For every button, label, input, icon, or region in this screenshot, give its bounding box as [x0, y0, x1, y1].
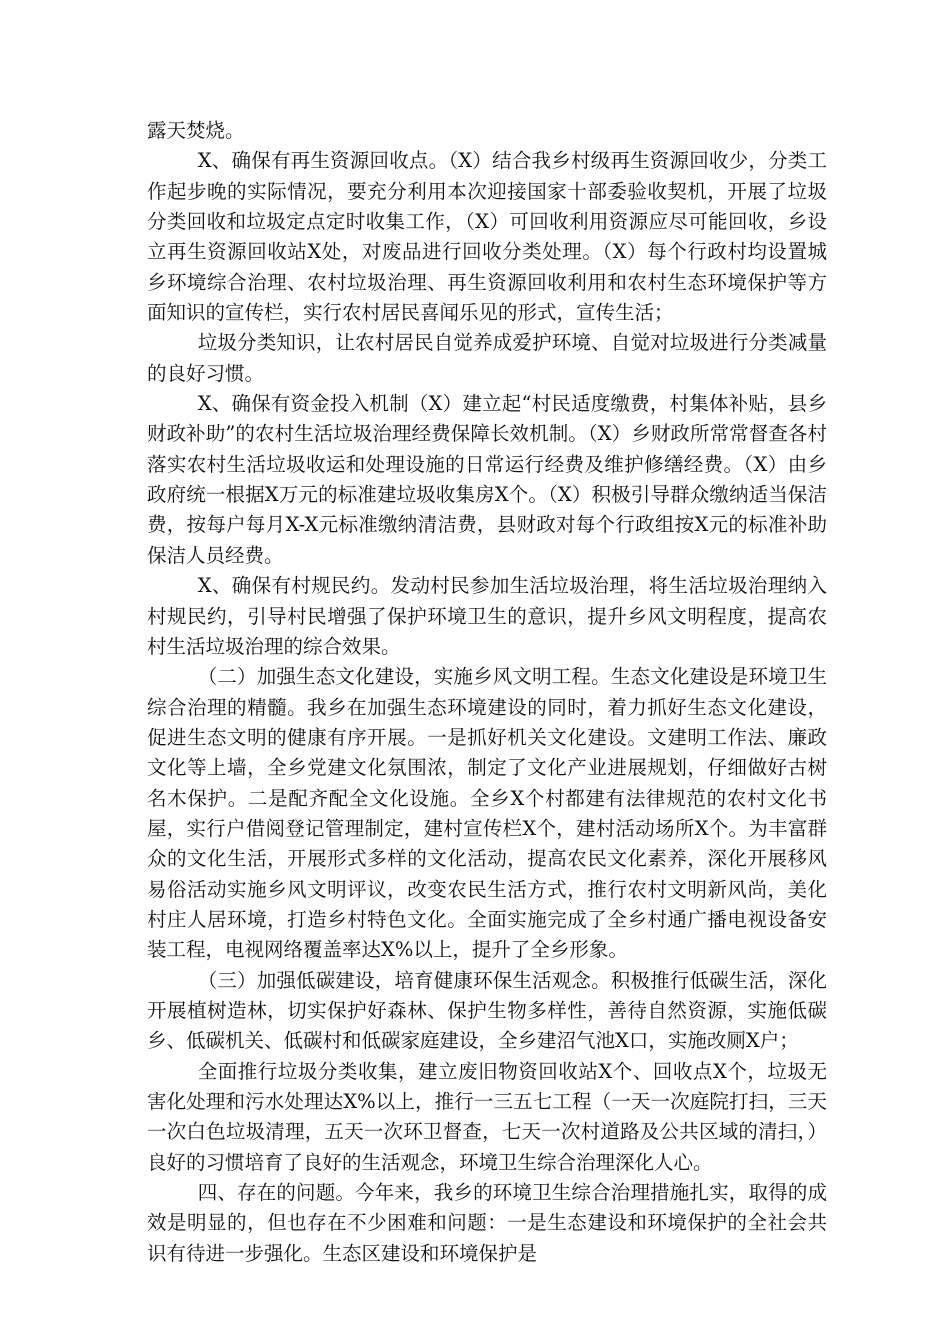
- paragraph-4: X、确保有资金投入机制（X）建立起“村民适度缴费，村集体补贴，县乡财政补助”的农村生活垃圾治理经费保障长效机制。（X）乡财政所常常督查各村落实农村生活垃圾收运和处理设施的日常运行经费及维护修缮经费。（X）由乡政府统一根据X万元的标准建垃圾收集房X个。（X）积极引导群众缴纳适当保洁费，按每户每月X-X元标准缴纳清洁费，县财政对每个行政组按X元的标准补助保洁人员经费。: [147, 392, 827, 567]
- paragraph-9: 四、存在的问题。今年来，我乡的环境卫生综合治理措施扎实，取得的成效是明显的，但也存在不少困难和问题：一是生态建设和环境保护的全社会共识有待进一步强化。生态区建设和环境保护是: [147, 1181, 827, 1265]
- paragraph-8: 全面推行垃圾分类收集，建立废旧物资回收站X个、回收点X个，垃圾无害化处理和污水处理达X%以上，推行一三五七工程（一天一次庭院打扫，三天一次白色垃圾清理，五天一次环卫督查，七天一次村道路及公共区域的清扫，）良好的习惯培育了良好的生活观念，环境卫生综合治理深化人心。: [147, 1059, 827, 1174]
- paragraph-2: X、确保有再生资源回收点。（X）结合我乡村级再生资源回收少，分类工作起步晚的实际情况，要充分利用本次迎接国家十部委验收契机，开展了垃圾分类回收和垃圾定点定时收集工作，（X）可回收利用资源应尽可能回收，乡设立再生资源回收站X处，对废品进行回收分类处理。（X）每个行政村均设置城乡环境综合治理、农村垃圾治理、再生资源回收利用和农村生态环境保护等方面知识的宣传栏，实行农村居民喜闻乐见的形式，宣传生活；: [147, 149, 827, 325]
- paragraph-6: （二）加强生态文化建设，实施乡风文明工程。生态文化建设是环境卫生综合治理的精髓。我乡在加强生态环境建设的同时，着力抓好生态文化建设，促进生态文明的健康有序开展。一是抓好机关文化建设。文建明工作法、廉政文化等上墙，全乡党建文化氛围浓，制定了文化产业进展规划，仔细做好古树名木保护。二是配齐配全文化设施。全乡X个村都建有法律规范的农村文化书屋，实行户借阅登记管理制定，建村宣传栏X个，建村活动场所X个。为丰富群众的文化生活，开展形式多样的文化活动，提高农民文化素养，深化开展移风易俗活动实施乡风文明评议，改变农民生活方式，推行农村文明新风尚，美化村庄人居环境，打造乡村特色文化。全面实施完成了全乡村通广播电视设备安装工程，电视网络覆盖率达X%以上，提升了全乡形象。: [147, 665, 827, 962]
- document-body: [147, 116, 827, 1269]
- paragraph-3: 垃圾分类知识，让农村居民自觉养成爱护环境、自觉对垃圾进行分类减量的良好习惯。: [147, 331, 827, 385]
- paragraph-5: X、确保有村规民约。发动村民参加生活垃圾治理，将生活垃圾治理纳入村规民约，引导村民增强了保护环境卫生的意识，提升乡风文明程度，提高农村生活垃圾治理的综合效果。: [147, 574, 827, 658]
- paragraph-7: （三）加强低碳建设，培育健康环保生活观念。积极推行低碳生活，深化开展植树造林，切实保护好森林、保护生物多样性，善待自然资源，实施低碳乡、低碳机关、低碳村和低碳家庭建设，全乡建沼气池X口，实施改厕X户；: [147, 968, 827, 1053]
- paragraph-1: 露天焚烧。: [147, 119, 245, 142]
